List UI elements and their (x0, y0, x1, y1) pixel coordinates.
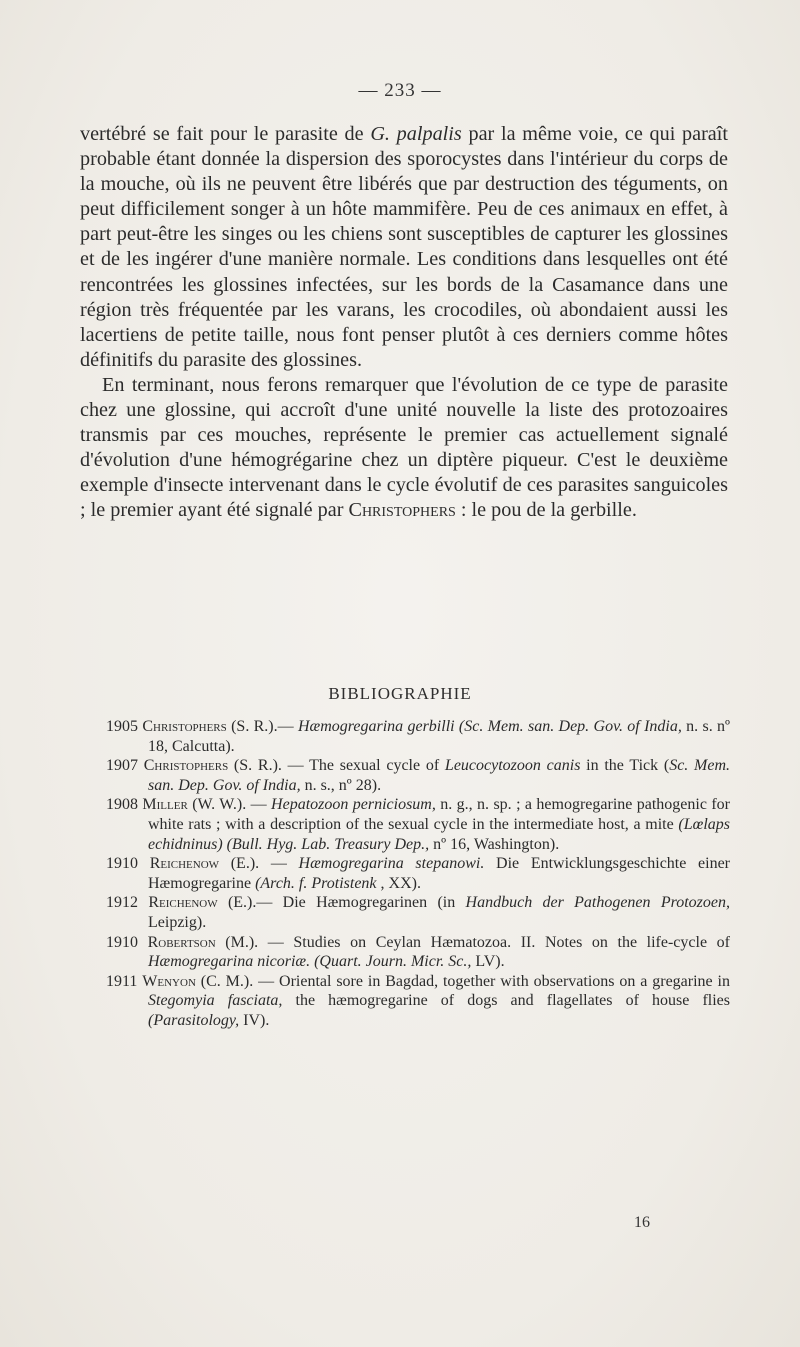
ref-initials: (E.). — (219, 855, 299, 873)
body-text (80, 122, 728, 524)
folio-number: 16 (634, 1214, 650, 1231)
reference-item (106, 717, 730, 756)
paragraph-1 (80, 122, 728, 373)
bibliography-list (106, 717, 730, 1031)
ref-title: Hæmogregarina nicoriæ. (Quart. Journ. Micr. Sc., (148, 953, 472, 971)
bibliography-title: BIBLIOGRAPHIE (328, 684, 472, 703)
ref-initials: (E.).— (217, 894, 283, 912)
ref-author: Miller (142, 796, 188, 814)
ref-rest: , XX). (376, 874, 421, 892)
ref-initials: (S. R.). — (228, 757, 310, 775)
paragraph-2 (80, 373, 728, 524)
ref-year: 1910 (106, 933, 138, 951)
ref-rest: LV). (471, 953, 505, 971)
reference-item (106, 972, 730, 1031)
ref-author: Christophers (143, 757, 229, 775)
ref-text: n. g., n. sp. ; a hemogregarine pathogenic for white rats ; with a description of the sexual cycle in the intermediate host, a mite (148, 796, 731, 833)
ref-author: Wenyon (142, 972, 196, 990)
ref-journal: Sc. Mem. san. Dep. Gov. of India, (148, 757, 731, 794)
ref-rest: nº 16, Washington). (429, 835, 560, 853)
ref-initials: (C. M.). — (195, 972, 280, 990)
ref-journal: Handbuch der Pathogenen Protozoen, (465, 894, 731, 912)
ref-author: Christophers (142, 718, 227, 735)
reference-item (106, 893, 730, 932)
ref-text: Die Hæmogregarinen (in (282, 894, 466, 912)
reference-item (106, 756, 730, 795)
ref-year: 1911 (106, 972, 138, 990)
para2-author: Christophers (348, 499, 456, 522)
ref-initials: (W. W.). — (187, 796, 272, 814)
ref-initials: (S. R.).— (226, 718, 298, 735)
reference-item (106, 854, 730, 893)
reference-item (106, 933, 730, 972)
ref-year: 1908 (106, 796, 138, 814)
ref-journal: (Arch. f. Protistenk (255, 874, 377, 892)
page-number: — 233 — (358, 80, 442, 101)
ref-title: Stegomyia fasciata, (148, 992, 283, 1010)
ref-year: 1910 (106, 855, 138, 873)
ref-title: Leucocytozoon canis (444, 757, 581, 775)
ref-text: Die Entwicklungsgeschichte einer Hæmogregarine (148, 855, 731, 892)
ref-journal: (Lœlaps echidninus) (Bull. Hyg. Lab. Treasury Dep., (148, 815, 730, 853)
ref-title: Hæmogregarina gerbilli (297, 718, 455, 735)
ref-rest: IV). (239, 1011, 270, 1029)
para2-part-b: : le pou de la gerbille. (455, 499, 637, 522)
para1-part-a: vertébré se fait pour le parasite de (80, 123, 371, 145)
ref-journal: (Parasitology, (148, 1011, 240, 1029)
ref-text: The sexual cycle of (309, 757, 445, 775)
ref-text: Oriental sore in Bagdad, together with observations on a gregarine in (279, 972, 730, 990)
ref-text: Studies on Ceylan Hæmatozoa. II. Notes on the life-cycle of (293, 933, 730, 951)
ref-text: in the Tick ( (580, 757, 670, 775)
ref-author: Reichenow (148, 894, 218, 912)
ref-text: the hæmogregarine of dogs and flagellates of house flies (282, 992, 731, 1010)
ref-year: 1912 (106, 894, 138, 912)
ref-rest: Leipzig). (148, 913, 207, 931)
para2-part-a: En terminant, nous ferons remarquer que l'évolution de ce type de parasite chez une glossine, qui accroît d'une unité nouvelle la liste des protozoaires transmis par ces mouches, représente le premier cas actuellement signalé d'évolution d'une hémogrégarine chez un diptère piqueur. C'est le deuxième exemple d'insecte intervenant dans le cycle évolutif de ces parasites sanguicoles ; le premier ayant été signalé par (80, 373, 728, 522)
ref-initials: (M.). — (215, 933, 294, 951)
ref-author: Reichenow (149, 855, 220, 873)
ref-title: Hæmogregarina stepanowi. (298, 855, 485, 873)
ref-journal: (Sc. Mem. san. Dep. Gov. of India, (454, 718, 682, 735)
ref-year: 1907 (106, 757, 138, 775)
ref-year: 1905 (106, 718, 138, 735)
ref-rest: n. s., nº 28). (300, 776, 382, 794)
reference-item (106, 795, 730, 854)
para1-part-b: par la même voie, ce qui paraît probable étant donnée la dispersion des sporocystes dans l'intérieur du corps de la mouche, où ils ne peuvent être libérés que par destruction des téguments, on peut difficilement songer à un hôte mammifère. Peu de ces animaux en effet, à part peut-être les singes ou les chiens sont susceptibles de capturer les glossines et de les ingérer d'une manière normale. Les conditions dans lesquelles ont été rencontrées les glossines infectées, sur les bords de la Casamance dans une région très fréquentée par les varans, les crocodiles, où abondaient aussi les lacertiens de petite taille, nous font penser plutôt à ces derniers comme hôtes définitifs du parasite des glossines. (80, 123, 728, 371)
ref-rest: n. s. nº 18, Calcutta). (148, 718, 731, 755)
ref-author: Robertson (147, 933, 216, 951)
ref-title: Hepatozoon perniciosum, (271, 796, 436, 814)
para1-species: G. palpalis (370, 123, 462, 145)
